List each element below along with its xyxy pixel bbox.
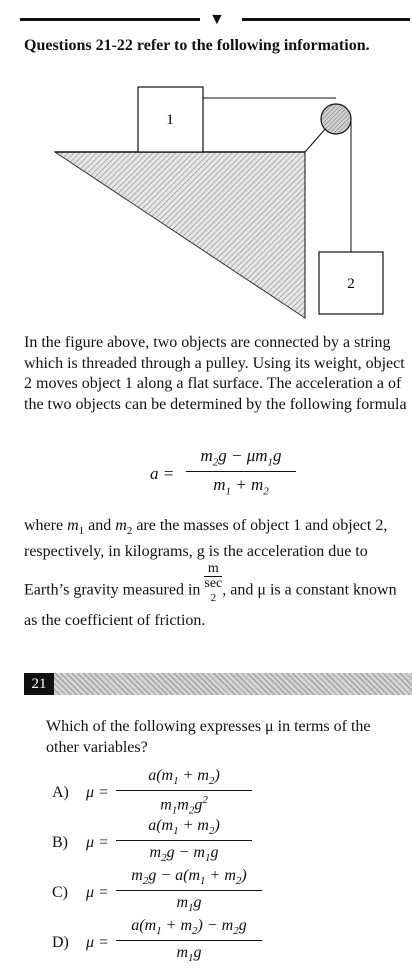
- divider-line-left: [20, 18, 200, 21]
- triangle-down-icon: ▼: [209, 11, 225, 28]
- pulley-figure: [0, 80, 412, 320]
- choice-label: D): [52, 934, 69, 951]
- question-stem: Which of the following expresses μ in terms of the other variables?: [46, 718, 371, 756]
- acceleration-formula: [150, 446, 330, 506]
- top-divider: [20, 12, 410, 32]
- section-heading: Questions 21-22 refer to the following information.: [24, 37, 370, 54]
- choice-c[interactable]: C) μ = $m_2g - a(m_1 + m_2)$ $m_1g$: [52, 867, 352, 921]
- pulley: [321, 104, 351, 134]
- choice-a[interactable]: A) μ = $a(m_1 + m_2)$ $m_1m_2g^2$: [52, 767, 352, 821]
- divider-line-right: [242, 18, 410, 21]
- choice-b[interactable]: B) μ = $a(m_1 + m_2)$ $m_2g - m_1g$: [52, 817, 352, 871]
- unit-fraction: m sec $^2$: [204, 561, 223, 605]
- block-1-label: 1: [166, 112, 174, 128]
- choice-label: A): [52, 784, 69, 801]
- choice-d[interactable]: D) μ = $a(m_1 + m_2) - m_2g$ $m_1g$: [52, 917, 352, 971]
- passage-paragraph-1: In the figure above, two objects are connected by a string which is threaded through a pulley. Using its weight, object 2 moves object 1 along a flat surface. The acceleration a of the two objects can be determined by the following formula: [24, 334, 407, 413]
- pulley-support: [305, 128, 326, 152]
- question-number: 21: [24, 673, 54, 695]
- formula-fraction: $m_2g - \mu m_1g$ $m_1 + m_2$: [184, 446, 298, 498]
- formula-lhs: a =: [150, 464, 175, 483]
- choice-label: C): [52, 884, 68, 901]
- ramp-surface: [55, 152, 305, 318]
- choice-label: B): [52, 834, 68, 851]
- block-2-label: 2: [347, 276, 355, 292]
- question-number-bar: [24, 673, 412, 695]
- passage-paragraph-2: where $m_1$ and $m_2$ are the masses of object 1 and object 2, respectively, in kilograms, g is the acceleration due to Earth’s gravity measured in m sec $^2$ , and μ is a constant known as the coefficient of friction.: [24, 517, 397, 630]
